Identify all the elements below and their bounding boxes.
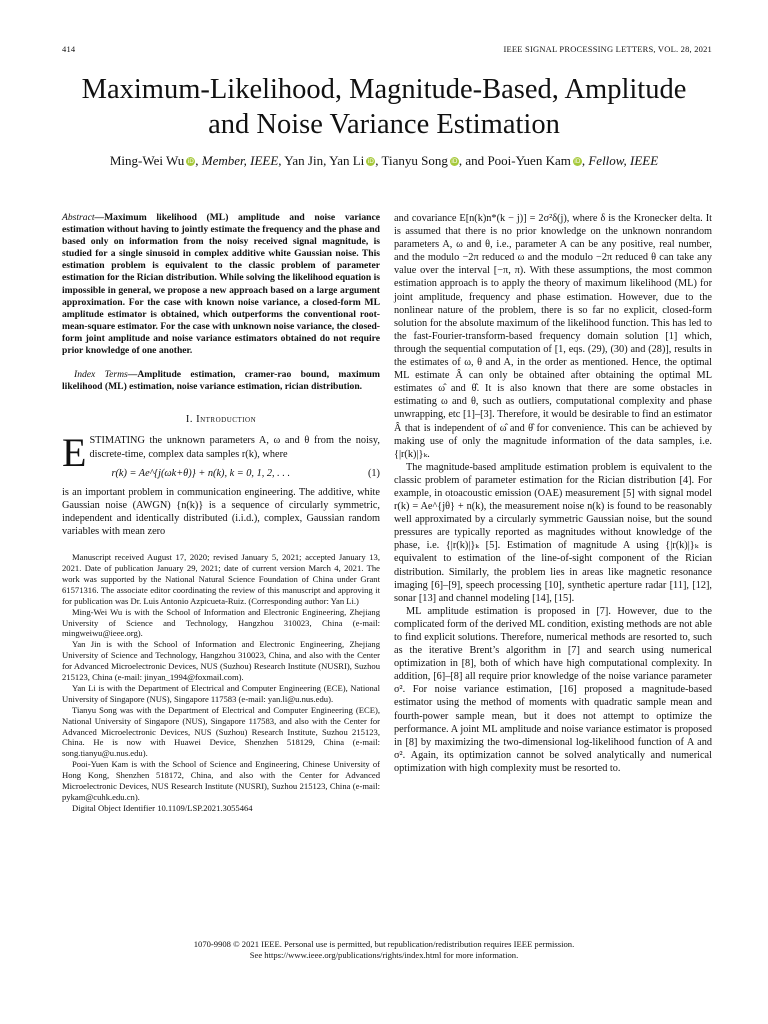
index-terms: Index Terms—Amplitude estimation, cramer-rao bound, maximum likelihood (ML) estimation, noise variance estimation, rician distribution. (62, 369, 380, 393)
title-line-1: Maximum-Likelihood, Magnitude-Based, Amplitude (81, 74, 687, 105)
body-paragraph: ML amplitude estimation is proposed in [7]. However, due to the complicated form of the derived ML condition, existing methods are not able to find explicit solutions. Therefore, numerical methods are resorted to, such as the iterative Brent’s algorithm in [7] and search using numerical optimization in [8], both of which have high computational complexity. In addition, [6]–[8] all require prior knowledge of the noise variance parameter σ². For noise variance estimation, [16] proposed a magnitude-based estimator using the method of moments with quadratic sample mean and fourth-power sample mean, but it does not attempt to optimize the performance. A joint ML amplitude and noise variance estimator is proposed in [8] by maximizing the two-dimensional log-likelihood function of A and σ². Again, its optimization cannot be solved analytically and numerical optimization with high complexity must be resorted to. (394, 605, 712, 774)
abstract: Abstract—Maximum likelihood (ML) amplitude and noise variance estimation without having to jointly estimate the frequency and the phase and based only on information from the noisy received signal magnitude, is studied for a single sinusoid in complex additive white Gaussian noise. This estimation problem is equivalent to the classic problem of parameter estimation for the Rician distribution. While solving the likelihood equation is impossible in general, we propose a new approach based on a large argument approximation. For the case with known noise variance, a closed-form ML amplitude estimator is obtained, which outperforms the conventional root-mean-square estimator. For the case with unknown noise variance, the closed-form joint amplitude and noise variance estimators obtained do not require prior knowledge of one another. (62, 212, 381, 357)
author-2: Yan Jin (284, 153, 324, 168)
author-1-role: Member, IEEE (201, 153, 279, 168)
index-terms-text: Amplitude estimation, cramer-rao bound, maximum likelihood (ML) estimation, noise variance estimation, rician distribution. (62, 369, 380, 393)
intro-text: STIMATING the unknown parameters A, ω and θ from the noisy, discrete-time, complex data samples r(k), where (89, 435, 380, 460)
footnote: Yan Li is with the Department of Electrical and Computer Engineering (ECE), National University of Singapore (NUS), Singapore 117583 (e-mail: yan.li@u.nus.edu). (62, 682, 380, 704)
abstract-text: Maximum likelihood (ML) amplitude and noise variance estimation without having to jointly estimate the frequency and the phase and based only on information from the noisy received signal magnitude, is studied for a single sinusoid in complex additive white Gaussian noise. This estimation problem is equivalent to the classic problem of parameter estimation for the Rician distribution. While solving the likelihood equation is impossible in general, we propose a new approach based on a large argument approximation. For the case with known noise variance, a closed-form ML amplitude estimator is obtained, which outperforms the conventional root-mean-square estimator. For the case with unknown noise variance, the closed-form joint amplitude and noise variance estimators obtained do not require prior knowledge of one another. (62, 212, 381, 357)
orcid-icon[interactable]: iD (451, 158, 458, 165)
footnote: Pooi-Yuen Kam is with the School of Science and Engineering, Chinese University of Hong Kong, Shenzhen 518172, China, and also with the Center for Advanced Microelectronic Devices, NUS Research Institute (NUSRI), Suzhou 215123, China (e-mail: pykam@cuhk.edu.cn). (62, 759, 380, 802)
footnote: Ming-Wei Wu is with the School of Information and Electronic Engineering, Zhejiang University of Science and Technology, Hangzhou 310023, China (e-mail: mingweiwu@ieee.org). (62, 606, 380, 639)
author-1: Ming-Wei Wu (109, 153, 185, 168)
equation-number: (1) (367, 467, 380, 479)
author-4: Tianyu Song (381, 153, 448, 168)
paper-title (40, 72, 728, 142)
footnotes (62, 552, 380, 814)
author-5: Pooi-Yuen Kam (487, 153, 571, 168)
equation-formula: r(k) = Ae^{j(ωk+θ)} + n(k), k = 0, 1, 2, . . . (111, 467, 291, 479)
author-3: Yan Li (329, 153, 365, 168)
page-number: 414 (62, 44, 76, 54)
copyright-line: 1070-9908 © 2021 IEEE. Personal use is permitted, but republication/redistribution requires IEEE permission. (193, 939, 575, 949)
body-paragraph: is an important problem in communication engineering. The additive, white Gaussian noise (AWGN) {n(k)} is a sequence of circularly symmetric, independent and identically distributed (i.i.d.), complex, Gaussian random variables with mean zero (62, 486, 380, 537)
section-heading (62, 413, 380, 426)
journal-header: IEEE SIGNAL PROCESSING LETTERS, VOL. 28, 2021 (503, 44, 712, 54)
orcid-icon[interactable]: iD (367, 158, 374, 165)
drop-cap: E (62, 430, 87, 476)
section-title: Introduction (196, 414, 257, 426)
right-column (394, 212, 712, 775)
footnote: Yan Jin is with the School of Information and Electronic Engineering, Zhejiang University of Science and Technology, Hangzhou 310023, China, and also with the Center for Advanced Microelectronic Devices, NUS (Suzhou) Research Institute (NUSRI), Suzhou 215123, China (e-mail: jinyan_1994@foxmail.com). (62, 639, 380, 683)
copyright-footer (40, 939, 728, 961)
author-list: Ming-Wei Wu iD, Member, IEEE, Yan Jin, Yan Li iD, Tianyu Song iD, and Pooi-Yuen Kam iD, Fellow, IEEE (109, 153, 659, 168)
abstract-label: Abstract (62, 212, 95, 223)
equation-1 (89, 467, 380, 480)
author-5-role: Fellow, IEEE (588, 153, 659, 168)
section-number: I. (185, 414, 193, 426)
body-paragraph: The magnitude-based amplitude estimation problem is equivalent to the classic problem of parameter estimation for the Rician distribution [4]. For example, in otoacoustic emission (OAE) measurement [5] with signal model r(k) = Ae^{jθ} + n(k), the measurement noise n(k) is found to be reasonably well approximated by a circularly symmetric Gaussian noise, but the sound pressures are typically reported as magnitudes without knowledge of the phase, i.e. {|r(k)|}ₖ [5]. Estimation of magnitude A using {|r(k)|}ₖ is equivalent to estimation of the line-of-sight component of the Rician distribution. Similarly, the problem lies in areas like magnetic resonance imaging [6]–[9], speech processing [10], synthetic aperture radar [11], [12], sonar [13] and channel modeling [14], [15]. (394, 461, 712, 604)
title-line-2: and Noise Variance Estimation (208, 109, 560, 140)
footnote: Manuscript received August 17, 2020; revised January 5, 2021; accepted January 13, 2021. Date of publication January 29, 2021; date of current version March 4, 2021. The work was supported by the National Natural Science Foundation of China under Grant 61571316. The associate editor coordinating the review of this manuscript and approving it for publication was Dr. Luis Antonio Azpicueta-Ruiz. (Corresponding author: Yan Li.) (62, 552, 380, 606)
footnote: Tianyu Song was with the Department of Electrical and Computer Engineering (ECE), National University of Singapore (NUS), Singapore 117583, and also with the Center for Advanced Microelectronic Devices, NUS (Suzhou) Research Institute, Suzhou 215123, China. He is now with Huawei Device, Shenzhen 518129, China (e-mail: song.tianyu@u.nus.edu). (62, 704, 380, 759)
orcid-icon[interactable]: iD (574, 158, 581, 165)
doi: Digital Object Identifier 10.1109/LSP.2021.3055464 (72, 802, 253, 813)
orcid-icon[interactable]: iD (187, 158, 194, 165)
body-paragraph: and covariance E[n(k)n*(k − j)] = 2σ²δ(j), where δ is the Kronecker delta. It is assumed that there is no prior knowledge on the unknown nonrandom parameters A, ω and θ, i.e., parameter A can be any positive, real number, and the modulo −2π reduced ω and the modulo −2π reduced θ can take any value over the interval [−π, π). With these assumptions, the most common estimation approach is to apply the theory of maximum likelihood (ML) for joint amplitude, frequency and phase estimation. However, due to the nonlinear nature of the problem, there is so far no explicit, closed-form solution for the absolute maximum of the likelihood function. This has led to the fast-Fourier-transform-based frequency domain solution [1] which, through the sequential computation of [1, eqs. (29), (30) and (28)], results in the estimates of ω, θ and A, in the order as mentioned. Hence, the optimal ML estimate Â can only be obtained after obtaining the optimal ML estimates ω̂ and θ̂. It is also known that there are some obstacles in estimating ω and θ, such as outliers, computational complexity and phase unwrapping, etc [1]–[3]. Therefore, it would be desirable to find an estimator Â that is independent of ω̂ and θ̂ for convenience. This can be achieved by making use of only the magnitude information of the data samples, i.e. {|r(k)|}ₖ. (394, 213, 712, 460)
index-terms-label: Index Terms (74, 369, 128, 381)
rights-link-line: See https://www.ieee.org/publications/rights/index.html for more information. (249, 950, 519, 960)
left-column (62, 212, 380, 814)
